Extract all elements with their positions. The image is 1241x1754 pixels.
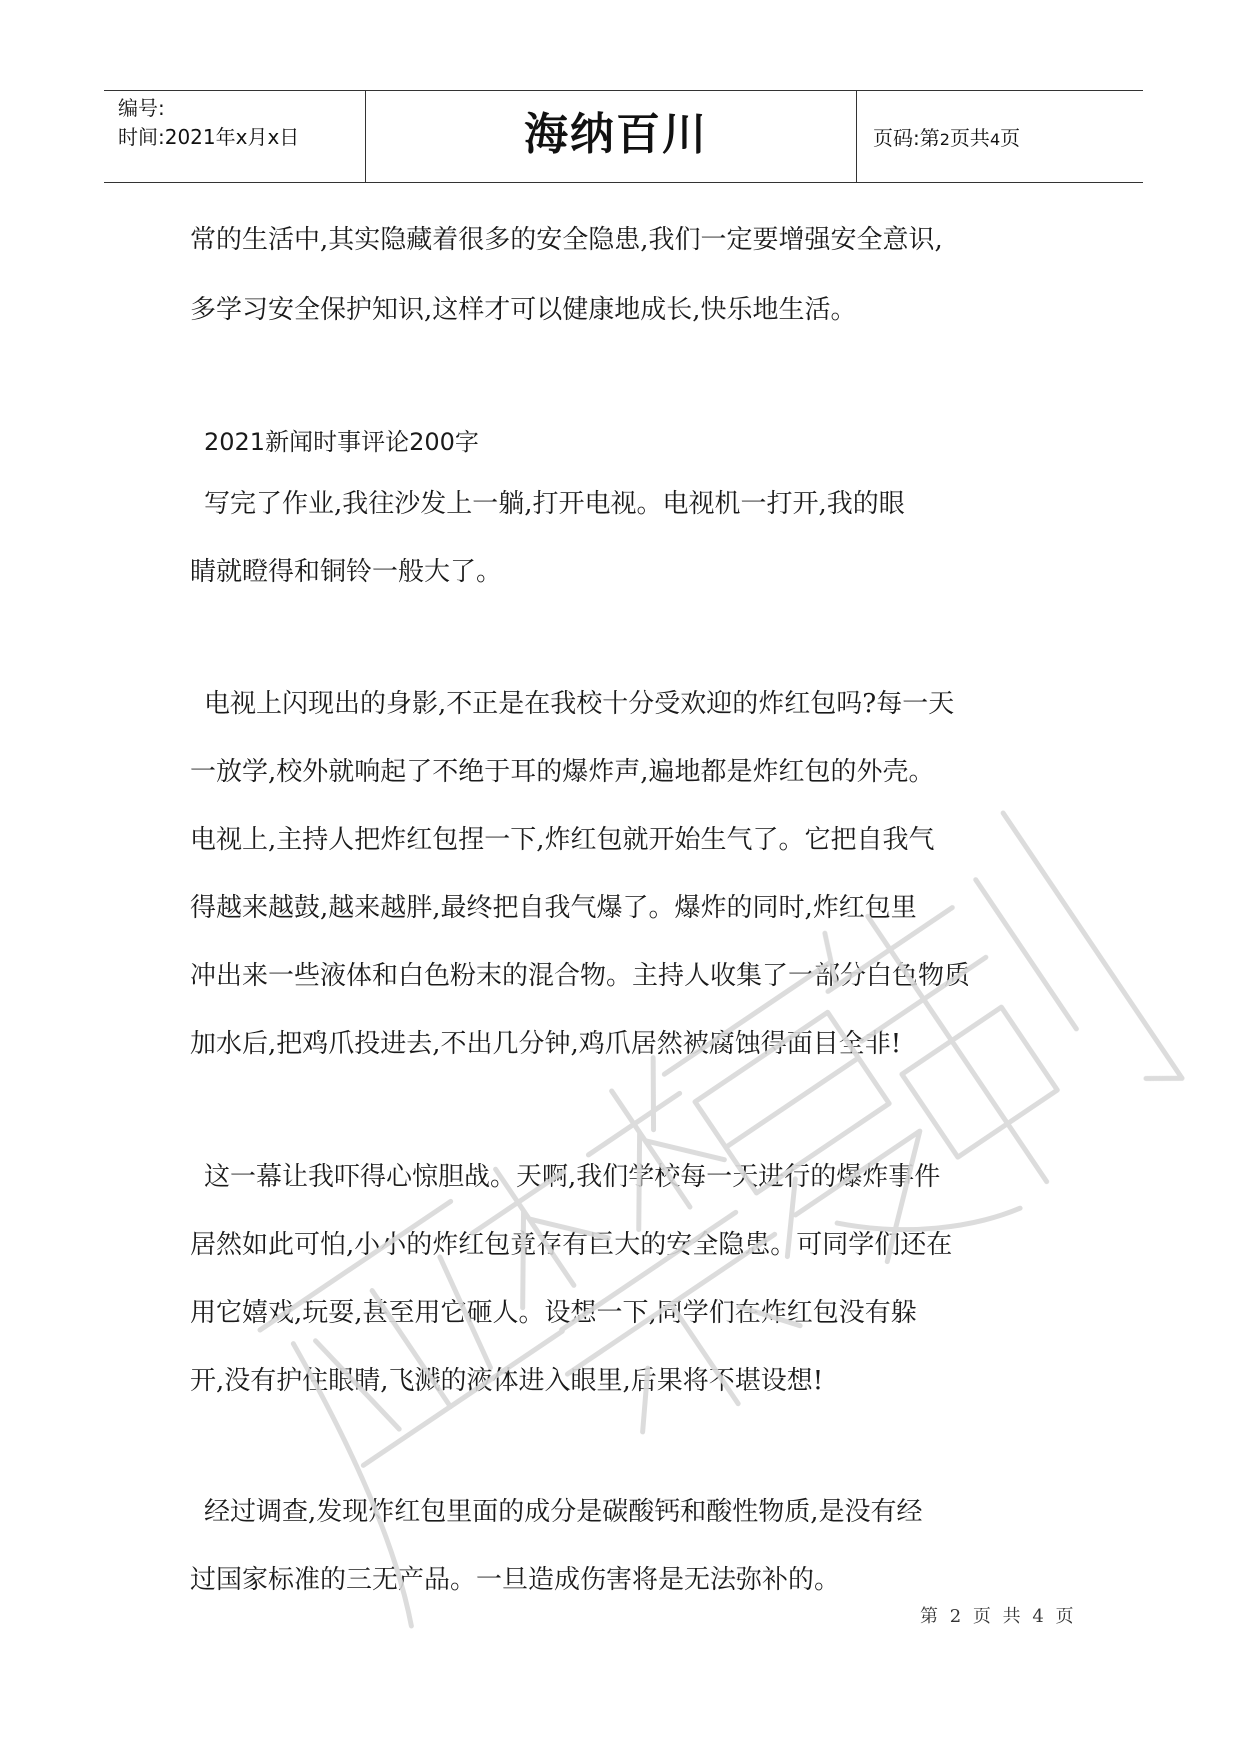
section-heading: 2021新闻时事评论200字 <box>204 428 479 456</box>
header-top-rule <box>104 90 1143 91</box>
body-line: 得越来越鼓,越来越胖,最终把自我气爆了。爆炸的同时,炸红包里 <box>190 893 917 923</box>
body-line: 经过调查,发现炸红包里面的成分是碳酸钙和酸性物质,是没有经 <box>204 1497 923 1527</box>
header-meta <box>118 94 299 152</box>
header-page-mid: 页共 <box>949 126 990 150</box>
header-page-current: 2 <box>939 130 950 149</box>
watermark-glyph <box>620 935 1020 1354</box>
header-number-label: 编号: <box>118 96 165 120</box>
body-line: 用它嬉戏,玩耍,甚至用它砸人。设想一下,同学们在炸红包没有躲 <box>190 1298 917 1328</box>
header-bottom-rule <box>104 182 1143 183</box>
header-divider-left <box>365 90 366 183</box>
header-page-info <box>873 124 1020 154</box>
header-time-label: 时间:2021年x月x日 <box>118 125 300 149</box>
body-line: 常的生活中,其实隐藏着很多的安全隐患,我们一定要增强安全意识, <box>190 225 943 255</box>
header-page-suffix: 页 <box>1000 126 1021 150</box>
body-line: 冲出来一些液体和白色粉末的混合物。主持人收集了一部分白色物质 <box>190 961 971 991</box>
body-line: 多学习安全保护知识,这样才可以健康地成长,快乐地生活。 <box>190 295 857 325</box>
body-line: 写完了作业,我往沙发上一躺,打开电视。电视机一打开,我的眼 <box>204 489 905 519</box>
body-line: 开,没有护住眼睛,飞溅的液体进入眼里,后果将不堪设想! <box>190 1366 824 1396</box>
body-line: 睛就瞪得和铜铃一般大了。 <box>190 557 503 587</box>
body-line: 居然如此可怕,小小的炸红包竟存有巨大的安全隐患。可同学们还在 <box>190 1230 953 1260</box>
footer-page-number: 第 2 页 共 4 页 <box>920 1606 1074 1627</box>
body-line: 一放学,校外就响起了不绝于耳的爆炸声,遍地都是炸红包的外壳。 <box>190 757 935 787</box>
body-line: 电视上,主持人把炸红包捏一下,炸红包就开始生气了。它把自我气 <box>190 825 935 855</box>
body-line: 加水后,把鸡爪投进去,不出几分钟,鸡爪居然被腐蚀得面目全非! <box>190 1029 902 1059</box>
header-page-prefix: 页码:第 <box>873 126 940 150</box>
header-title: 海纳百川 <box>524 109 708 160</box>
body-line: 这一幕让我吓得心惊胆战。天啊,我们学校每一天进行的爆炸事件 <box>204 1162 941 1192</box>
body-line: 电视上闪现出的身影,不正是在我校十分受欢迎的炸红包吗?每一天 <box>204 689 955 719</box>
watermark-glyph <box>450 1060 842 1473</box>
header-page-total: 4 <box>989 130 1001 149</box>
body-line: 过国家标准的三无产品。一旦造成伤害将是无法弥补的。 <box>190 1565 841 1595</box>
